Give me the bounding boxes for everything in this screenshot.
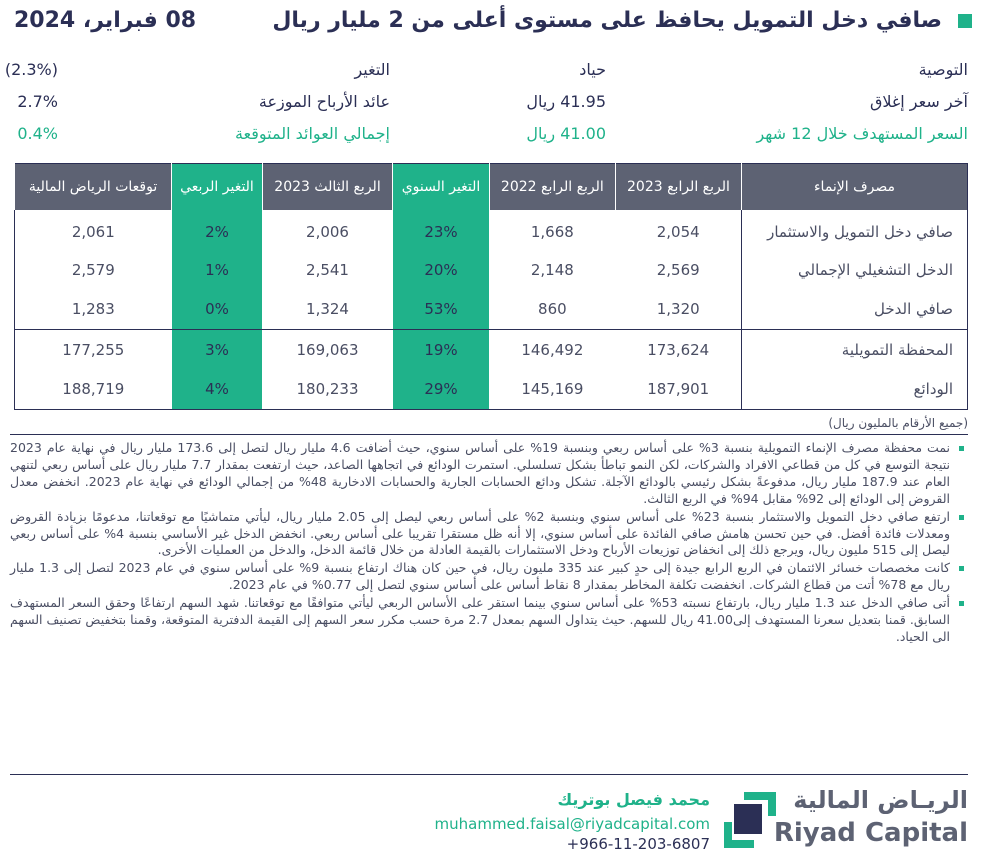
- recommendation-label: التوصية: [918, 60, 968, 79]
- table-header: التغير الربعي: [172, 164, 263, 210]
- change-label: التغير: [354, 60, 390, 79]
- riyad-capital-logo: [722, 788, 968, 852]
- table-row: [15, 250, 968, 290]
- table-header: مصرف الإنماء: [742, 164, 968, 210]
- table-cell: 187,901: [647, 380, 710, 399]
- table-footnote: (جميع الأرقام بالمليون ريال): [828, 416, 968, 430]
- bullet-paragraph: كانت مخصصات خسائر الائتمان في الربع الرابع جيدة إلى حدٍ كبير عند 335 مليون ريال، في حين كان هناك ارتفاع بنسبة 9% على أساس سنوي في عام 2023 لتصل إلى 1.3 مليار ريال مع 78% أتت من قطاع الشركات. انخفضت تكلفة المخاطر بمقدار 8 نقاط أساس على أساس سنوي لتصل إلى 0.77% في عام 2023.: [10, 560, 966, 594]
- target-value: 41.00 ريال: [526, 124, 606, 143]
- table-row: [15, 370, 968, 410]
- row-label: صافي الدخل: [742, 290, 968, 330]
- table-cell: 1,320: [656, 300, 700, 319]
- row-label: الودائع: [742, 370, 968, 410]
- table-header: توقعات الرياض المالية: [15, 164, 172, 210]
- table-header: الربع الرابع 2022: [489, 164, 615, 210]
- report-header: [14, 8, 972, 44]
- table-cell: 1,324: [306, 300, 349, 319]
- table-cell: 19%: [393, 330, 490, 370]
- section-marker-icon: [958, 14, 972, 28]
- table-cell: 1%: [172, 250, 263, 290]
- table-cell: 145,169: [521, 380, 584, 399]
- table-cell: 53%: [393, 290, 490, 330]
- summary-block: [4, 58, 968, 154]
- table-cell: 2,054: [656, 222, 700, 241]
- row-label: المحفظة التمويلية: [742, 330, 968, 370]
- financials-table: [14, 163, 968, 410]
- table-cell: 188,719: [62, 380, 125, 399]
- recommendation-value: حياد: [579, 60, 606, 79]
- report-title: صافي دخل التمويل يحافظ على مستوى أعلى من 2 مليار ريال: [272, 8, 942, 33]
- table-header: التغير السنوي: [393, 164, 490, 210]
- close-label: آخر سعر إغلاق: [869, 92, 968, 111]
- divider: [10, 434, 968, 435]
- divider: [10, 774, 968, 775]
- total-return-value: 0.4%: [17, 124, 58, 143]
- table-cell: 2,541: [306, 260, 349, 279]
- table-cell: 29%: [393, 370, 490, 410]
- table-cell: 173,624: [615, 330, 741, 370]
- table-cell: 146,492: [489, 330, 615, 370]
- row-label: الدخل التشغيلي الإجمالي: [742, 250, 968, 290]
- yield-label: عائد الأرباح الموزعة: [258, 92, 390, 111]
- table-cell: 2,006: [306, 222, 349, 241]
- table-header-row: [15, 164, 968, 210]
- table-row: [15, 290, 968, 330]
- report-date: 08 فبراير، 2024: [14, 8, 197, 33]
- commentary: [10, 440, 966, 647]
- table-cell: 0%: [172, 290, 263, 330]
- analyst-contact: [380, 790, 710, 853]
- row-label: صافي دخل التمويل والاستثمار: [742, 210, 968, 250]
- table-cell: 860: [538, 300, 567, 319]
- table-header: الربع الثالث 2023: [262, 164, 392, 210]
- target-label: السعر المستهدف خلال 12 شهر: [756, 124, 968, 143]
- table-cell: 23%: [393, 210, 490, 250]
- table-cell: 1,668: [530, 222, 574, 241]
- logo-english: Riyad Capital: [773, 818, 968, 848]
- analyst-email[interactable]: muhammed.faisal@riyadcapital.com: [434, 815, 710, 833]
- table-cell: 2,148: [530, 260, 574, 279]
- close-value: 41.95 ريال: [526, 92, 606, 111]
- table-cell: 4%: [172, 370, 263, 410]
- total-return-label: إجمالي العوائد المتوقعة: [234, 124, 390, 143]
- table-header: الربع الرابع 2023: [615, 164, 741, 210]
- table-cell: 180,233: [296, 380, 359, 399]
- yield-value: 2.7%: [17, 92, 58, 111]
- logo-arabic: الريـاض المالية: [793, 786, 968, 814]
- logo-mark-icon: [722, 790, 778, 850]
- table-row: [15, 210, 968, 250]
- change-value: (2.3%): [4, 60, 58, 79]
- table-cell: 169,063: [262, 330, 392, 370]
- bullet-paragraph: ارتفع صافي دخل التمويل والاستثمار بنسبة 23% على أساس سنوي وبنسبة 2% على أساس ربعي ليصل إلى 2.05 مليار ريال، ليأتي متماشيًا مع توقعاتنا، مدعومًا بزيادة القروض ومعدلات فائدة أفضل. في حين تحسن هامش صافي الفائدة على أساس سنوي، إلا أنه ظل مستقرا تقريبا على أساس ربعي. انخفض الدخل غير الأساسي بنسبة 4% على أساس ربعي ليصل إلى 515 مليون ريال، ويرجع ذلك إلى انخفاض توزيعات الأرباح ودخل الاستثمارات بالقيمة العادلة من خلال قائمة الدخل، والدخل من العمليات الأخرى.: [10, 509, 966, 560]
- table-cell: 2%: [172, 210, 263, 250]
- table-cell: 2,569: [656, 260, 700, 279]
- table-cell: 2,061: [71, 222, 115, 241]
- table-row: [15, 330, 968, 370]
- analyst-name: محمد فيصل بوتريك: [557, 790, 710, 809]
- bullet-paragraph: أتى صافي الدخل عند 1.3 مليار ريال، بارتفاع نسبته 53% على أساس سنوي بينما استقر على الأساس الربعي ليأتي متوافقًا مع توقعاتنا. شهد السهم ارتفاعًا وحقق السعر المستهدف السابق. قمنا بتعديل سعرنا المستهدف إلى41.00 ريال للسهم. حيث يتداول السهم بمعدل 2.7 مرة حسب مكرر سعر السهم إلى القيمة الدفترية المتوقعة، وقمنا بتخفيض تصنيف السهم الى الحياد.: [10, 595, 966, 646]
- bullet-paragraph: نمت محفظة مصرف الإنماء التمويلية بنسبة 3% على أساس ربعي وبنسبة 19% على أساس سنوي، حيث أضافت 4.6 مليار ريال لتصل إلى 173.6 مليار ريال في نهاية عام 2023 نتيجة التوسع في كل من قطاعي الافراد والشركات، لكن النمو تباطأ بشكل تسلسلي. استمرت الودائع في اتجاهها الصاعد، حيث ارتفعت بمقدار 7.7 مليار ريال على أساس ربعي لتنهي العام عند 187.9 مليار ريال، مدفوعةً بشكل رئيسي بالودائع الآجلة. تشكل ودائع الحسابات الجارية والحسابات الادخارية 48% من إجمالي الودائع في نهاية عام 2023. انخفض معدل القروض إلى الودائع إلى 92% مقابل 94% في الربع الثالث.: [10, 440, 966, 508]
- table-cell: 3%: [172, 330, 263, 370]
- analyst-phone[interactable]: +966-11-203-6807: [566, 835, 710, 853]
- table-cell: 177,255: [15, 330, 172, 370]
- table-cell: 2,579: [71, 260, 115, 279]
- table-cell: 1,283: [71, 300, 115, 319]
- table-cell: 20%: [393, 250, 490, 290]
